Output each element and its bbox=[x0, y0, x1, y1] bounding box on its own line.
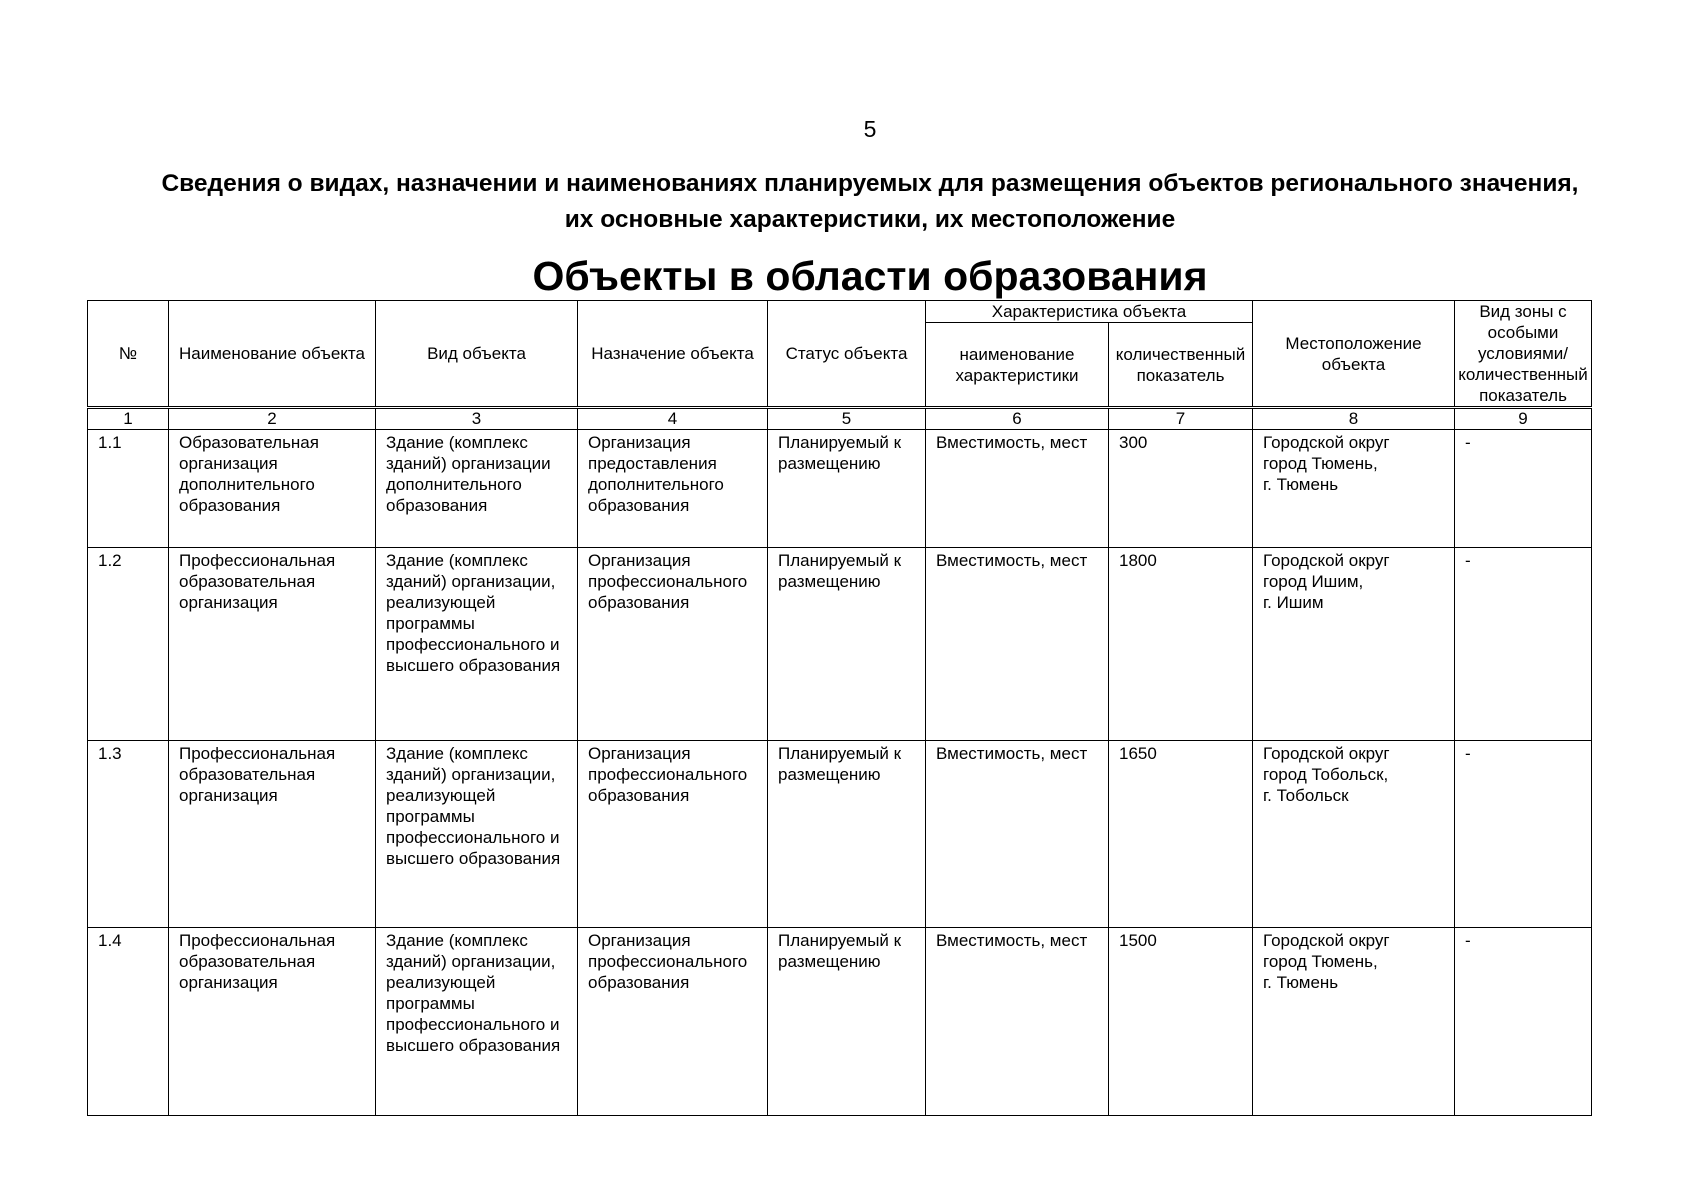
cell-name: Профессиональная образовательная организация bbox=[169, 928, 376, 1116]
header-num: № bbox=[88, 301, 169, 408]
table-row bbox=[88, 548, 1592, 741]
cell-location: Городской округ город Тюмень, г. Тюмень bbox=[1253, 928, 1455, 1116]
header-name: Наименование объекта bbox=[169, 301, 376, 408]
cell-num: 1.3 bbox=[88, 741, 169, 928]
column-number: 9 bbox=[1455, 408, 1592, 430]
cell-num: 1.1 bbox=[88, 430, 169, 548]
objects-table-container bbox=[87, 300, 1591, 1116]
section-title: Объекты в области образования bbox=[532, 253, 1208, 299]
document-title-line-1: Сведения о видах, назначении и наименованиях планируемых для размещения объектов регионального значения, bbox=[161, 170, 1579, 197]
page-number: 5 bbox=[863, 116, 877, 142]
cell-char-name: Вместимость, мест bbox=[926, 430, 1109, 548]
cell-char-value: 1650 bbox=[1109, 741, 1253, 928]
cell-char-name: Вместимость, мест bbox=[926, 548, 1109, 741]
cell-zone: - bbox=[1455, 430, 1592, 548]
column-number: 7 bbox=[1109, 408, 1253, 430]
column-number: 8 bbox=[1253, 408, 1455, 430]
cell-purpose: Организация профессионального образования bbox=[578, 548, 768, 741]
document-title-line-2: их основные характеристики, их местоположение bbox=[564, 206, 1176, 233]
cell-zone: - bbox=[1455, 548, 1592, 741]
column-number: 5 bbox=[768, 408, 926, 430]
cell-char-name: Вместимость, мест bbox=[926, 928, 1109, 1116]
column-number-row bbox=[88, 408, 1592, 430]
column-number: 4 bbox=[578, 408, 768, 430]
header-status: Статус объекта bbox=[768, 301, 926, 408]
cell-location: Городской округ город Тюмень, г. Тюмень bbox=[1253, 430, 1455, 548]
header-location: Местоположение объекта bbox=[1253, 301, 1455, 408]
cell-kind: Здание (комплекс зданий) организации, реализующей программы профессионального и высшего образования bbox=[376, 741, 578, 928]
cell-kind: Здание (комплекс зданий) организации, реализующей программы профессионального и высшего образования bbox=[376, 928, 578, 1116]
column-number: 3 bbox=[376, 408, 578, 430]
cell-char-value: 1500 bbox=[1109, 928, 1253, 1116]
table-row bbox=[88, 741, 1592, 928]
cell-purpose: Организация предоставления дополнительного образования bbox=[578, 430, 768, 548]
cell-purpose: Организация профессионального образования bbox=[578, 928, 768, 1116]
document-title bbox=[90, 166, 1650, 238]
header-characteristic-group: Характеристика объекта bbox=[926, 301, 1253, 323]
cell-status: Планируемый к размещению bbox=[768, 430, 926, 548]
cell-num: 1.2 bbox=[88, 548, 169, 741]
cell-zone: - bbox=[1455, 928, 1592, 1116]
header-kind: Вид объекта bbox=[376, 301, 578, 408]
header-char-name: наименование характеристики bbox=[926, 323, 1109, 408]
column-number: 1 bbox=[88, 408, 169, 430]
cell-num: 1.4 bbox=[88, 928, 169, 1116]
header-zone: Вид зоны с особыми условиями/ количественный показатель bbox=[1455, 301, 1592, 408]
cell-status: Планируемый к размещению bbox=[768, 741, 926, 928]
cell-location: Городской округ город Ишим, г. Ишим bbox=[1253, 548, 1455, 741]
table-row bbox=[88, 928, 1592, 1116]
column-number: 2 bbox=[169, 408, 376, 430]
cell-zone: - bbox=[1455, 741, 1592, 928]
cell-status: Планируемый к размещению bbox=[768, 548, 926, 741]
table-body bbox=[88, 430, 1592, 1116]
header-char-value: количественный показатель bbox=[1109, 323, 1253, 408]
cell-purpose: Организация профессионального образования bbox=[578, 741, 768, 928]
objects-table bbox=[87, 300, 1592, 1116]
cell-kind: Здание (комплекс зданий) организации, реализующей программы профессионального и высшего образования bbox=[376, 548, 578, 741]
cell-location: Городской округ город Тобольск, г. Тобольск bbox=[1253, 741, 1455, 928]
cell-char-name: Вместимость, мест bbox=[926, 741, 1109, 928]
cell-name: Образовательная организация дополнительного образования bbox=[169, 430, 376, 548]
cell-kind: Здание (комплекс зданий) организации дополнительного образования bbox=[376, 430, 578, 548]
cell-name: Профессиональная образовательная организация bbox=[169, 741, 376, 928]
header-purpose: Назначение объекта bbox=[578, 301, 768, 408]
table-header bbox=[88, 301, 1592, 408]
cell-char-value: 1800 bbox=[1109, 548, 1253, 741]
cell-status: Планируемый к размещению bbox=[768, 928, 926, 1116]
cell-char-value: 300 bbox=[1109, 430, 1253, 548]
cell-name: Профессиональная образовательная организация bbox=[169, 548, 376, 741]
column-number: 6 bbox=[926, 408, 1109, 430]
table-row bbox=[88, 430, 1592, 548]
